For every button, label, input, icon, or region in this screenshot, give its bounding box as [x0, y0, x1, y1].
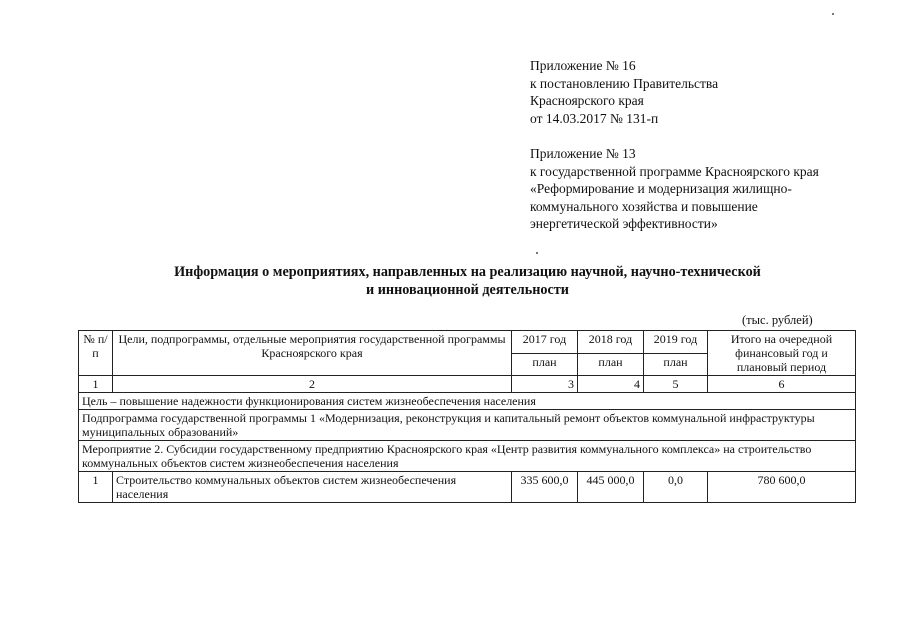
column-number: 4 [578, 376, 644, 393]
value-2019: 0,0 [644, 472, 708, 503]
header-total: Итого на очередной финансовый год и плановый период [708, 331, 856, 376]
header-plan-2019: план [644, 353, 708, 376]
document-title [120, 263, 815, 299]
units-note: (тыс. рублей) [742, 313, 813, 327]
column-number: 5 [644, 376, 708, 393]
row-number: 1 [79, 472, 113, 503]
header-2018: 2018 год [578, 331, 644, 354]
header-2017: 2017 год [512, 331, 578, 354]
appendix-16-line: к постановлению Правительства [530, 75, 719, 91]
measure-text: Мероприятие 2. Субсидии государственному предприятию Красноярского края «Центр развития коммунального комплекса» на строительство коммунальных объектов систем жизнеобеспечения населения [79, 441, 856, 472]
table-row [79, 472, 856, 503]
subprogram-text: Подпрограмма государственной программы 1 «Модернизация, реконструкция и капитальный ремонт объектов коммунальной инфраструктуры муниципальных образований» [79, 410, 856, 441]
appendix-16-line: от 14.03.2017 № 131-п [530, 110, 659, 126]
scan-speck [832, 13, 834, 15]
header-plan-2017: план [512, 353, 578, 376]
appendix-13-block [530, 145, 819, 233]
appendix-13-line: к государственной программе Красноярского края [530, 163, 819, 179]
scan-speck [536, 252, 538, 254]
appendix-13-line: энергетической эффективности» [530, 216, 718, 231]
appendix-13-line: Приложение № 13 [530, 146, 636, 161]
value-total: 780 600,0 [708, 472, 856, 503]
goal-row [79, 393, 856, 410]
appendix-13-line: коммунального хозяйства и повышение [530, 198, 758, 214]
header-num: № п/п [79, 331, 113, 376]
header-2019: 2019 год [644, 331, 708, 354]
column-number: 3 [512, 376, 578, 393]
table-header-row [79, 331, 856, 354]
column-number: 2 [113, 376, 512, 393]
column-number: 1 [79, 376, 113, 393]
goal-text: Цель – повышение надежности функционирования систем жизнеобеспечения населения [79, 393, 856, 410]
appendix-16-line: Красноярского края [530, 93, 644, 108]
value-2018: 445 000,0 [578, 472, 644, 503]
appendix-13-line: «Реформирование и модернизация жилищно- [530, 181, 792, 196]
column-number-row [79, 376, 856, 393]
measure-row [79, 441, 856, 472]
document-title-line: и инновационной деятельности [366, 282, 569, 298]
header-plan-2018: план [578, 353, 644, 376]
document-title-line: Информация о мероприятиях, направленных на реализацию научной, научно-технической [174, 264, 761, 280]
value-2017: 335 600,0 [512, 472, 578, 503]
header-goals: Цели, подпрограммы, отдельные мероприятия государственной программы Красноярского края [113, 331, 512, 376]
measures-table [78, 330, 856, 503]
column-number: 6 [708, 376, 856, 393]
row-name: Строительство коммунальных объектов систем жизнеобеспечения населения [113, 472, 512, 503]
subprogram-row [79, 410, 856, 441]
appendix-16-block [530, 57, 718, 127]
appendix-16-line: Приложение № 16 [530, 58, 636, 73]
